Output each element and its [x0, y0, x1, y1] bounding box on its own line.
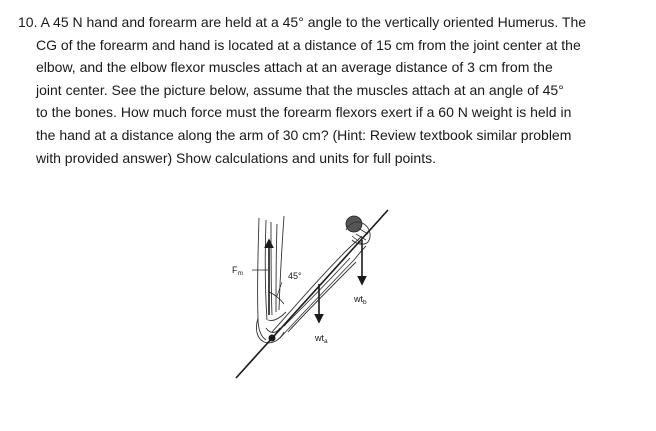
question-line-6: the hand at a distance along the arm of 30 cm? (Hint: Review textbook similar problem	[36, 126, 572, 143]
question-line-5: to the bones. How much force must the forearm flexors exert if a 60 N weight is held in	[36, 104, 572, 121]
question-line-4: joint center. See the picture below, assume that the muscles attach at an angle of 45°	[36, 81, 564, 98]
arm-diagram	[222, 200, 402, 390]
wta-label: $wt_a$	[315, 333, 328, 345]
question-line-2: CG of the forearm and hand is located at a distance of 15 cm from the joint center at the	[36, 36, 581, 53]
question-number: 10.	[18, 14, 38, 30]
fm-label: $F_m$	[232, 265, 243, 277]
angle-label: 45°	[288, 271, 302, 281]
question-line-7: with provided answer) Show calculations and units for full points.	[36, 149, 436, 166]
ball-icon	[346, 216, 362, 232]
joint-center-dot	[269, 335, 276, 342]
question-line-1: 10. A 45 N hand and forearm are held at a 45° angle to the vertically oriented Humerus. The	[18, 14, 587, 30]
question-line-3: elbow, and the elbow flexor muscles attach at an average distance of 3 cm from the	[36, 59, 553, 76]
humerus-outline	[258, 216, 284, 340]
arm-diagram-svg	[222, 200, 402, 390]
question-text	[18, 11, 628, 169]
wtb-label: $wt_b$	[354, 294, 367, 306]
